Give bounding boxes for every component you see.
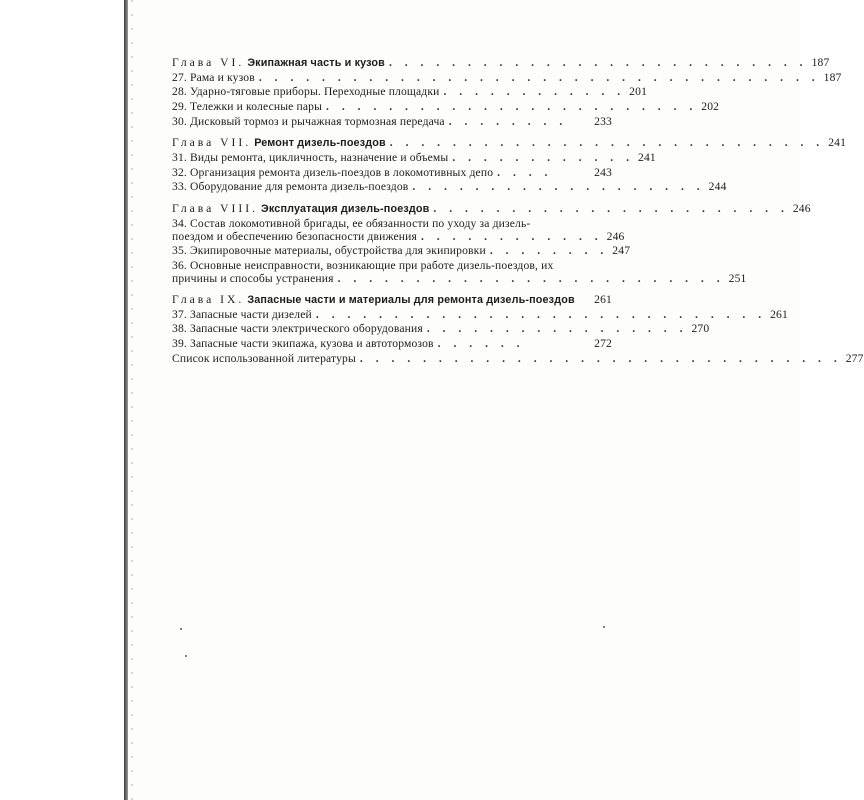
page-number: 187 — [823, 70, 842, 84]
leader-dots: . . . . . . . . . . . . . . . . . . . . . . . . . . . . . — [315, 307, 767, 321]
toc-entry — [172, 216, 625, 244]
scan-speck — [185, 655, 187, 657]
toc-entry — [172, 166, 612, 181]
chapter-name: Эксплуатация дизель-поездов — [261, 203, 430, 216]
table-of-contents — [172, 55, 864, 373]
chapter-heading — [172, 136, 847, 151]
page-number: 270 — [691, 322, 710, 336]
entry-title: 30. Дисковый тормоз и рычажная тормозная передача — [172, 114, 445, 128]
toc-entry — [172, 100, 720, 115]
chapter-heading — [172, 202, 811, 217]
entry-title: 33. Оборудование для ремонта дизель-поездов — [172, 180, 409, 194]
page-number: 247 — [612, 244, 631, 258]
leader-dots: . . . . — [497, 165, 553, 179]
leader-dots: . . . . . . . . . . . . . . . . . — [426, 322, 688, 336]
toc-entry — [172, 258, 747, 286]
chapter-title — [172, 202, 429, 217]
toc-entry — [172, 115, 612, 130]
entry-title: Список использованной литературы — [172, 351, 356, 365]
chapter-label: Глава VIII. — [172, 202, 258, 216]
leader-dots: . . . . . . — [437, 337, 525, 351]
page-number: 233 — [594, 114, 612, 128]
toc-entry — [172, 85, 648, 100]
chapter-section — [172, 136, 847, 195]
leader-dots: . . . . . . . . . . . . — [443, 85, 626, 99]
binding-stitching — [131, 0, 133, 800]
binding-edge — [124, 0, 128, 800]
chapter-label: Глава VII. — [172, 136, 252, 150]
leader-dots: . . . . . . . . . . . . — [452, 151, 634, 165]
leader-dots: . . . . . . . . . . . . . . . . . . . . . . . . . — [337, 271, 725, 285]
entry-title: 28. Ударно-тяговые приборы. Переходные площадки — [172, 85, 440, 99]
leader-dots: . . . . . . . . . . . . . . . . . . . . . . . . — [326, 100, 698, 114]
entry-title-line: 36. Основные неисправности, возникающие при работе дизель-поездов, их — [172, 258, 554, 272]
page-number: 241 — [828, 136, 847, 150]
entry-title: 27. Рама и кузов — [172, 70, 255, 84]
page-number: 187 — [811, 55, 830, 69]
page-number: 261 — [770, 307, 788, 321]
chapter-section — [172, 55, 842, 129]
scan-speck — [180, 628, 182, 630]
entry-title: 32. Организация ремонта дизель-поездов в локомотивных депо — [172, 165, 494, 179]
entry-title-line: 34. Состав локомотивной бригады, ее обязанности по уходу за дизель- — [172, 216, 531, 230]
chapter-section — [172, 292, 864, 366]
leader-dots: . . . . . . . . . . . . . . . . . . . — [412, 180, 705, 194]
chapter-title — [172, 136, 386, 151]
entry-continuation — [172, 271, 747, 286]
page-number: 244 — [708, 180, 727, 194]
leader-dots: . . . . . . . . — [448, 114, 568, 128]
leader-dots: . . . . . . . . — [489, 244, 609, 258]
chapter-label: Глава VI. — [172, 55, 245, 69]
leader-dots: . . . . . . . . . . . . . . . . . . . . . . . . . . . — [388, 55, 808, 69]
chapter-name: Ремонт дизель-поездов — [254, 137, 386, 150]
page-number: 272 — [594, 337, 612, 351]
scan-speck — [603, 626, 605, 628]
page-number: 241 — [638, 151, 656, 165]
entry-title: 31. Виды ремонта, цикличность, назначение и объемы — [172, 151, 449, 165]
toc-entry — [172, 70, 842, 86]
page-number: 251 — [728, 271, 747, 285]
chapter-heading — [172, 55, 830, 71]
entry-continuation — [172, 230, 625, 244]
chapter-title — [172, 56, 385, 71]
entry-title: 37. Запасные части дизелей — [172, 307, 312, 321]
page-number: 202 — [701, 100, 720, 114]
toc-entry — [172, 244, 631, 259]
page-number: 246 — [606, 230, 625, 244]
leader-dots: . . . . . . . . . . . . — [420, 230, 603, 244]
leader-dots: . . . . . . . . . . . . . . . . . . . . . . . . . . . . . . . . . . . . — [258, 70, 820, 84]
entry-title: 29. Тележки и колесные пары — [172, 100, 323, 114]
chapter-section — [172, 202, 811, 286]
page-number: 246 — [792, 202, 811, 216]
chapter-heading — [172, 293, 612, 308]
chapter-title — [172, 293, 575, 308]
entry-title-line: причины и способы устранения — [172, 271, 334, 285]
leader-dots: . . . . . . . . . . . . . . . . . . . . . . . . . . . . — [389, 136, 825, 150]
entry-title-line: поездом и обеспечению безопасности движения — [172, 230, 417, 244]
page-number: 201 — [629, 85, 648, 99]
toc-entry — [172, 151, 656, 166]
entry-title: 39. Запасные части экипажа, кузова и автотормозов — [172, 337, 434, 351]
leader-dots: . . . . . . . . . . . . . . . . . . . . . . . . . . . . . . . — [359, 351, 842, 365]
toc-entry — [172, 322, 710, 337]
chapter-name: Экипажная часть и кузов — [247, 56, 385, 69]
chapter-label: Глава IX. — [172, 292, 245, 306]
page-number: 261 — [594, 292, 612, 306]
toc-entry-bibliography — [172, 351, 864, 367]
entry-title: 38. Запасные части электрического оборудования — [172, 322, 423, 336]
leader-dots: . . . . . . . . . . . . . . . . . . . . . . . — [433, 202, 789, 216]
chapter-name: Запасные части и материалы для ремонта дизель-поездов — [247, 293, 575, 306]
toc-entry — [172, 307, 788, 323]
entry-title: 35. Экипировочные материалы, обустройства для экипировки — [172, 244, 486, 258]
toc-entry — [172, 337, 612, 352]
toc-entry — [172, 180, 727, 196]
page-number: 277 — [845, 351, 864, 365]
page-number: 243 — [594, 165, 612, 179]
